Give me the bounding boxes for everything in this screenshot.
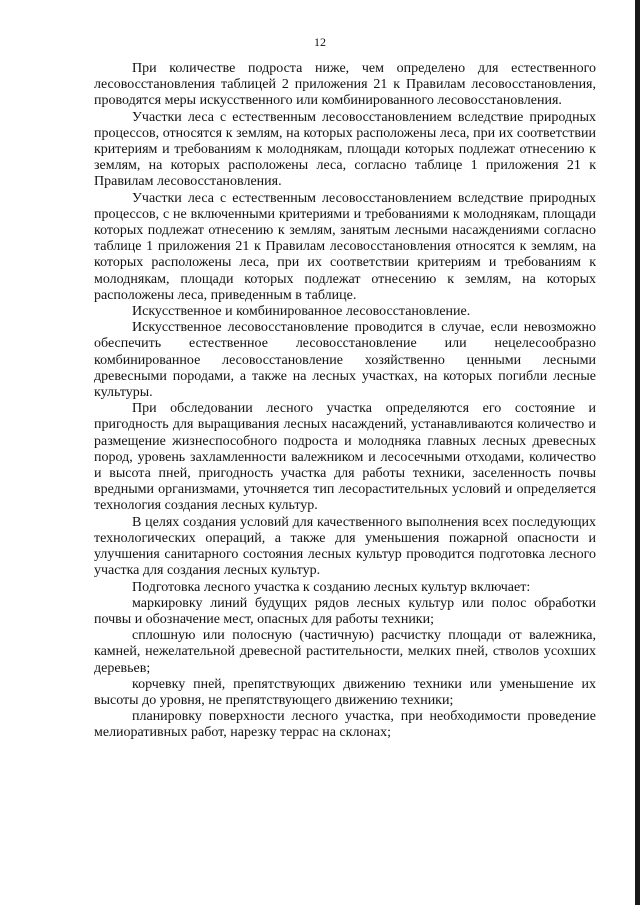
paragraph: При количестве подроста ниже, чем определено для естественного лесовосстановления таблицей 2 приложения 21 к Правилам лесовосстановления, проводятся меры искусственного или комбинированного лесовосстановления. — [94, 61, 596, 109]
document-body — [94, 61, 596, 742]
paragraph: планировку поверхности лесного участка, при необходимости проведение мелиоративных работ, нарезку террас на склонах; — [94, 709, 596, 741]
page-number: 12 — [314, 35, 326, 49]
paragraph: Искусственное лесовосстановление проводится в случае, если невозможно обеспечить естественное лесовосстановление или нецелесообразно комбинированное лесовосстановление хозяйственно ценными лесными древесными породами, а также на лесных участках, на которых погибли лесные культуры. — [94, 320, 596, 401]
paragraph: Участки леса с естественным лесовосстановлением вследствие природных процессов, относятся к землям, на которых расположены леса, при их соответствии критериям и требованиям к молоднякам, площади которых подлежат отнесению к землям, на которых расположены леса, согласно таблице 1 приложения 21 к Правилам лесовосстановления. — [94, 109, 596, 190]
paragraph: Участки леса с естественным лесовосстановлением вследствие природных процессов, с не включенными критериями и требованиями к молоднякам, площади которых подлежат отнесению к землям, занятым лесными насаждениями согласно таблице 1 приложения 21 к Правилам лесовосстановления относятся к землям, на которых расположены леса, при их соответствии критериям и требованиям к молоднякам, площади которых подлежат отнесению к землям, на которых расположены леса, приведенным в таблице. — [94, 190, 596, 303]
paragraph: маркировку линий будущих рядов лесных культур или полос обработки почвы и обозначение мест, опасных для работы техники; — [94, 595, 596, 627]
scan-edge-border — [635, 0, 640, 905]
paragraph: корчевку пней, препятствующих движению техники или уменьшение их высоты до уровня, не препятствующего движению техники; — [94, 676, 596, 708]
paragraph: В целях создания условий для качественного выполнения всех последующих технологических операций, а также для уменьшения пожарной опасности и улучшения санитарного состояния лесных культур проводится подготовка лесного участка для создания лесных культур. — [94, 514, 596, 579]
paragraph: При обследовании лесного участка определяются его состояние и пригодность для выращивания лесных насаждений, устанавливаются количество и размещение жизнеспособного подроста и молодняка главных лесных древесных пород, уровень захламленности валежником и лесосечными отходами, количество и высота пней, пригодность участка для работы техники, заселенность почвы вредными организмами, уточняется тип лесорастительных условий и определяется технология создания лесных культур. — [94, 401, 596, 514]
paragraph: сплошную или полосную (частичную) расчистку площади от валежника, камней, нежелательной древесной растительности, мелких пней, стволов усохших деревьев; — [94, 628, 596, 676]
paragraph: Искусственное и комбинированное лесовосстановление. — [132, 304, 471, 320]
paragraph: Подготовка лесного участка к созданию лесных культур включает: — [132, 579, 531, 595]
